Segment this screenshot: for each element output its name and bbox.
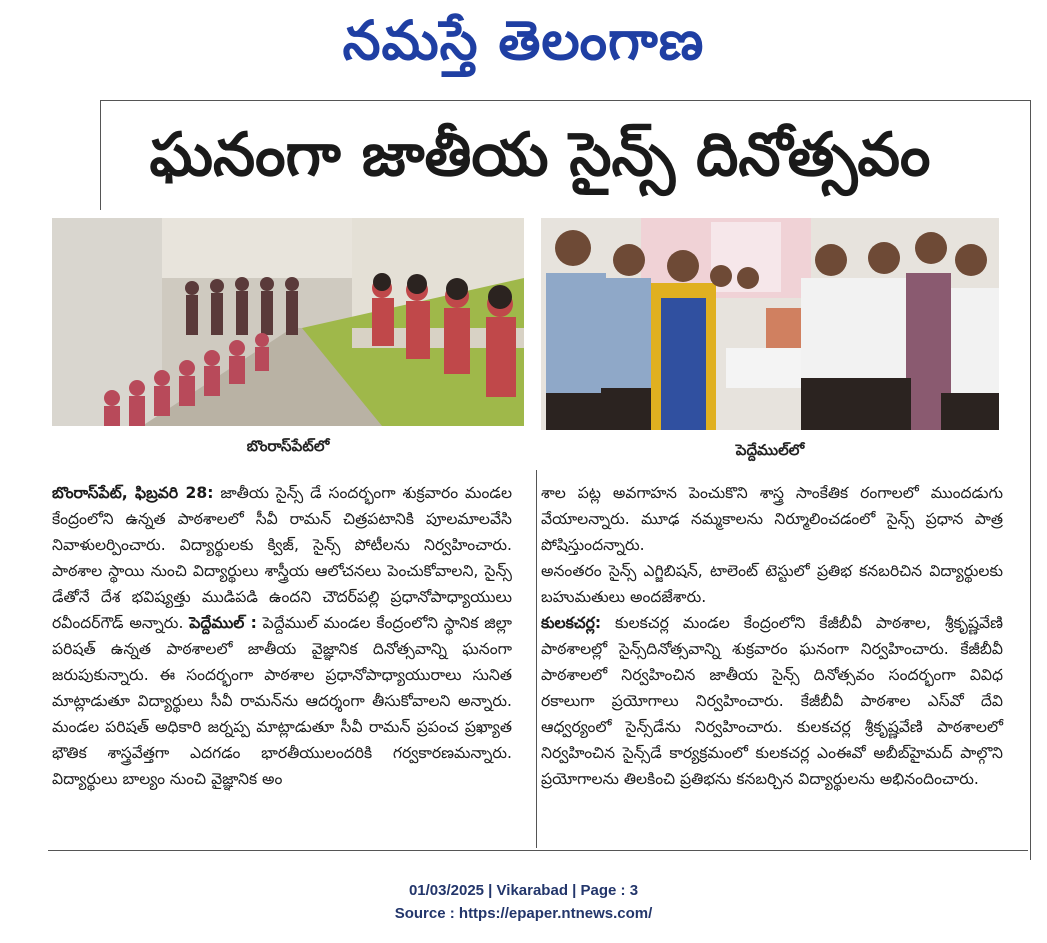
article-headline: ఘనంగా జాతీయ సైన్స్ దినోత్సవం xyxy=(149,120,931,190)
article-column-right xyxy=(541,480,1003,792)
article-column-left xyxy=(52,480,512,792)
paragraph-text: పెద్దేముల్ మండల కేంద్రంలోని స్థానిక జిల్లా పరిషత్ ఉన్నత పాఠశాలలో జాతీయ వైజ్ఞానిక దినోత్సవాన్ని ఘనంగా జరుపుకున్నారు. ఈ సందర్భంగా పాఠశాల ప్రధానోపాధ్యాయురాలు సునిత మాట్లాడుతూ విద్యార్థులు సీవీ రామన్‌ను ఆదర్శంగా తీసుకోవాలని అన్నారు. మండల పరిషత్ అధికారి జర్నప్ప మాట్లాడుతూ సీవీ రామన్ ప్రపంచ ప్రఖ్యాత భౌతిక శాస్త్రవేత్తగా ఎదగడం భారతీయులందరికి గర్వకారణమన్నారు. విద్యార్థులు బాల్యం నుంచి వైజ్ఞానిక అం xyxy=(52,614,512,788)
paragraph-text: జాతీయ సైన్స్ డే సందర్భంగా శుక్రవారం మండల కేంద్రంలోని ఉన్నత పాఠశాలలో సీవీ రామన్ చిత్రపటానికి పూలమాలవేసి నివాళులర్పించారు. విద్యార్థులకు క్విజ్, సైన్స్ పోటీలను నిర్వహించారు. పాఠశాల స్థాయి నుంచి విద్యార్థులు శాస్త్రీయ ఆలోచనలు పెంచుకోవాలని, సైన్స్ డేతోనే దేశ భవిష్యత్తు ముడిపడి ఉందని చౌదర్‌పల్లి ప్రధానోపాధ్యాయులు రవీందర్‌గౌడ్ అన్నారు. xyxy=(52,484,512,632)
article-paragraph xyxy=(52,480,512,792)
bottom-rule xyxy=(48,850,1028,851)
right-rule xyxy=(1030,100,1031,860)
photo-bomraspet-school xyxy=(52,218,524,426)
newspaper-masthead: నమస్తే తెలంగాణ xyxy=(342,9,705,72)
dateline-lead: కులకచర్ల: xyxy=(541,614,602,632)
source-link[interactable]: Source : https://epaper.ntnews.com/ xyxy=(394,905,653,922)
dateline-lead: బొంరాస్‌పేట్, ఫిబ్రవరి 28: xyxy=(52,484,214,502)
photo-peddemul-school xyxy=(541,218,999,430)
article-paragraph xyxy=(541,610,1003,792)
column-divider xyxy=(536,470,537,848)
article-paragraph: శాల పట్ల అవగాహన పెంచుకొని శాస్త్ర సాంకేతిక రంగాలలో ముందడుగు వేయాలన్నారు. మూఢ నమ్మకాలను నిర్మూలించడంలో సైన్స్ ప్రధాన పాత్ర పోషిస్తుందన్నారు. xyxy=(541,484,1003,554)
photo-caption-bomraspet: బొంరాస్‌పేట్‌లో xyxy=(246,437,330,455)
top-rule xyxy=(100,100,1031,101)
paragraph-text: కులకచర్ల మండల కేంద్రంలోని కేజీబీవీ పాఠశాల, శ్రీకృష్ణవేణి పాఠశాలల్లో సైన్స్‌దినోత్సవాన్ని శుక్రవారం ఘనంగా నిర్వహించారు. కేజీబీవీ పాఠశాలలో నిర్వహించిన జాతీయ సైన్స్ దినోత్సవం సందర్భంగా వివిధ రకాలుగా ప్రయోగాలు నిర్వహించారు. కేజీబీవీ పాఠశాల ఎస్‌వో దేవి ఆధ్వర్యంలో సైన్స్‌డేను నిర్వహించారు. కులకచర్ల శ్రీకృష్ణవేణి పాఠశాలలో నిర్వహించిన సైన్స్‌డే కార్యక్రమంలో కులకచర్ల ఎంఈవో అబీబ్‌హైమద్ పాల్గొని ప్రయోగాలను తిలకించి ప్రతిభను కనబర్చిన విద్యార్థులను అభినందించారు. xyxy=(541,614,1003,788)
photo-caption-peddemul: పెద్దేముల్‌లో xyxy=(735,441,805,459)
article-paragraph: అనంతరం సైన్స్ ఎగ్జిబిషన్, టాలెంట్ టెస్టులో ప్రతిభ కనబరిచిన విద్యార్థులకు బహుమతులు అందజేశారు. xyxy=(541,562,1003,606)
dateline-lead: పెద్దేముల్ : xyxy=(189,614,257,632)
edition-info: 01/03/2025 | Vikarabad | Page : 3 xyxy=(408,882,639,899)
